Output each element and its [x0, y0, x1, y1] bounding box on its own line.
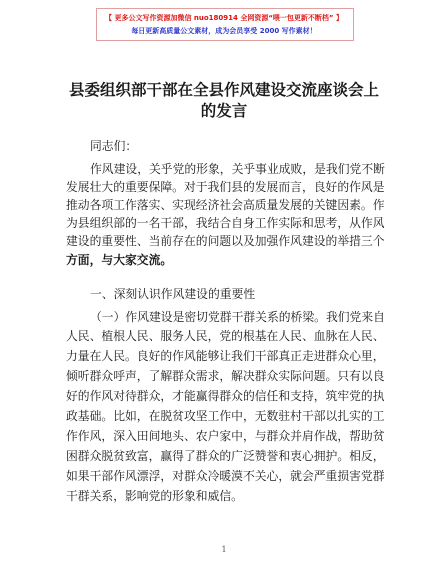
section-heading: 一、深刻认识作风建设的重要性: [90, 287, 256, 301]
document-title-line-2: 的发言: [200, 101, 248, 120]
body-line: 倾听群众呼声，了解群众需求，解决群众实际问题。只有以良: [66, 369, 385, 383]
body-line: 困群众脱贫致富，赢得了群众的广泛赞誉和衷心拥护。相反，: [66, 449, 385, 463]
body-line: 如果干部作风漂浮，对群众冷暖漠不关心，就会严重损害党群: [66, 469, 385, 483]
intro-line: 作风建设，关乎党的形象，关乎事业成败，是我们党不断: [90, 162, 385, 176]
intro-line: 推动各项工作落实、实现经济社会高质量发展的关键因素。作: [66, 198, 385, 212]
document-title-line-1: 县委组织部干部在全县作风建设交流座谈会上: [68, 80, 379, 99]
promo-banner-line-1: 【 更多公文写作资源加微信 nuo180914 全网资源“喂一包更新不断档” 】: [105, 14, 343, 22]
body-line: 作作风，深入田间地头、农户家中，与群众并肩作战，帮助贫: [66, 429, 385, 443]
body-line: （一）作风建设是密切党群干群关系的桥梁。我们党来自: [90, 310, 385, 324]
body-line: 力量在人民。良好的作风能够让我们干部真正走进群众心里，: [66, 349, 385, 363]
body-line: 人民、植根人民、服务人民，党的根基在人民、血脉在人民、: [66, 329, 385, 343]
promo-banner-line-2: 每日更新高质量公文素材，成为会员享受 2000 写作素材！: [131, 27, 317, 35]
greeting: 同志们：: [90, 139, 138, 153]
body-line: 干群关系，影响党的形象和威信。: [66, 489, 243, 503]
intro-line: 建设的重要性、当前存在的问题以及加强作风建设的举措三个: [66, 234, 385, 248]
intro-line: 发展壮大的重要保障。对于我们县的发展而言，良好的作风是: [66, 180, 385, 194]
body-line: 政基础。比如，在脱贫攻坚工作中，无数驻村干部以扎实的工: [66, 409, 385, 423]
body-line: 好的作风对待群众，才能赢得群众的信任和支持，筑牢党的执: [66, 389, 385, 403]
intro-line: 为县组织部的一名干部，我结合自身工作实际和思考，从作风: [66, 216, 385, 230]
intro-line-bold: 方面，与大家交流。: [66, 253, 173, 267]
page-number: 1: [221, 545, 227, 554]
